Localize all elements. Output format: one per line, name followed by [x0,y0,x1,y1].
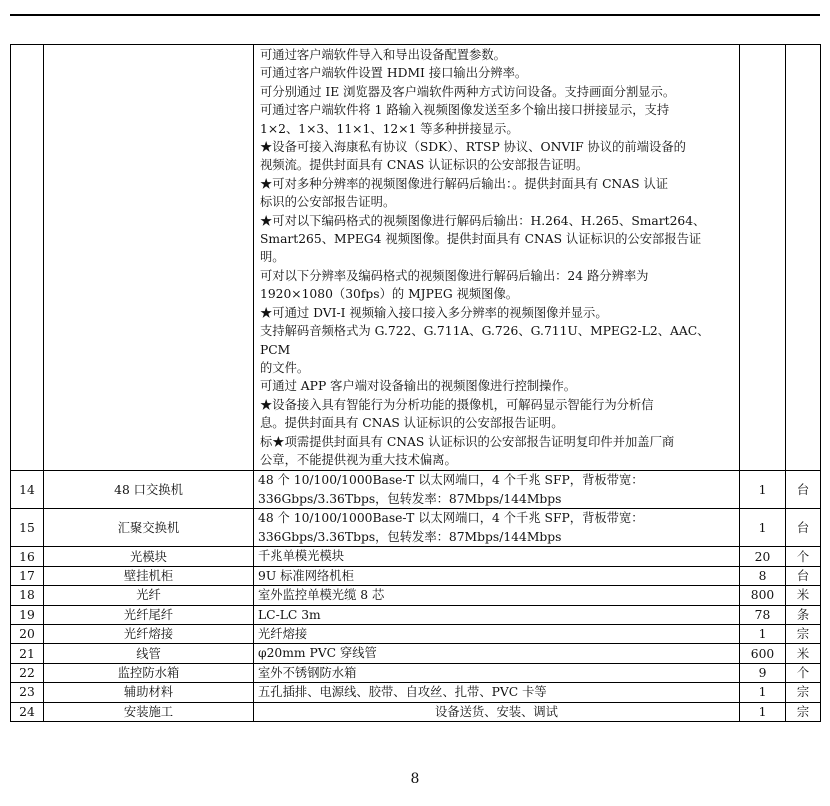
spec-line: LC-LC 3m [258,607,321,622]
item-spec [254,509,740,547]
spec-line: ★可对以下编码格式的视频图像进行解码后输出：H.264、H.265、Smart264、 [260,213,706,228]
header-rule [10,14,820,16]
table-row [11,509,821,547]
item-unit: 米 [786,644,821,663]
item-number: 16 [11,547,44,566]
spec-line: Smart265、MPEG4 视频图像。提供封面具有 CNAS 认证标识的公安部报告证 [260,232,702,247]
item-quantity: 600 [740,644,786,663]
spec-line: 室外监控单模光缆 8 芯 [258,588,385,603]
item-spec [254,624,740,643]
spec-line: ★设备接入具有智能行为分析功能的摄像机，可解码显示智能行为分析信 [260,397,654,412]
item-quantity: 20 [740,547,786,566]
item-quantity: 1 [740,624,786,643]
equipment-table [10,44,821,722]
item-number: 19 [11,605,44,624]
spec-line: 可通过 APP 客户端对设备输出的视频图像进行控制操作。 [260,379,577,394]
item-number: 24 [11,702,44,721]
spec-line: ★可通过 DVI-I 视频输入接口接入多分辨率的视频图像并显示。 [260,305,608,320]
spec-line: 支持解码音频格式为 G.722、G.711A、G.726、G.711U、MPEG2-L2、AAC、PCM [260,324,710,357]
item-spec [254,702,740,721]
item-name: 壁挂机柜 [44,566,254,585]
item-spec [254,471,740,509]
item-unit: 台 [786,566,821,585]
item-unit: 个 [786,547,821,566]
spec-line: 标识的公安部报告证明。 [260,195,396,210]
item-unit: 个 [786,663,821,682]
item-quantity: 8 [740,566,786,585]
item-name: 辅助材料 [44,683,254,702]
item-name: 光纤 [44,586,254,605]
item-number: 17 [11,566,44,585]
spec-line: 可分别通过 IE 浏览器及客户端软件两种方式访问设备。支持画面分割显示。 [260,84,676,99]
table-body [11,45,821,722]
spec-line: 可通过客户端软件导入和导出设备配置参数。 [260,48,506,62]
spec-line: 五孔插排、电源线、胶带、自攻丝、扎带、PVC 卡等 [258,685,547,700]
spec-line: 明。 [260,250,285,265]
item-number: 23 [11,683,44,702]
spec-line: 标★项需提供封面具有 CNAS 认证标识的公安部报告证明复印件并加盖厂商 [260,434,675,449]
table-row [11,702,821,721]
page-number: 8 [410,771,420,787]
item-name: 线管 [44,644,254,663]
spec-line: 千兆单模光模块 [258,549,345,564]
spec-line: ★设备可接入海康私有协议（SDK）、RTSP 协议、ONVIF 协议的前端设备的 [260,140,686,155]
item-unit: 宗 [786,624,821,643]
item-spec [254,547,740,566]
item-quantity: 1 [740,471,786,509]
table-row-continued [11,45,821,471]
spec-line: 1920×1080（30fps）的 MJPEG 视频图像。 [260,287,519,302]
item-number: 22 [11,663,44,682]
spec-line: ★可对多种分辨率的视频图像进行解码后输出：。提供封面具有 CNAS 认证 [260,176,669,191]
spec-line: 可通过客户端软件设置 HDMI 接口输出分辨率。 [260,66,528,81]
spec-line: 可通过客户端软件将 1 路输入视频图像发送至多个输出接口拼接显示，支持 [260,103,670,118]
spec-line: 公章，不能提供视为重大技术偏离。 [260,452,457,467]
spec-line: 光纤熔接 [258,626,308,641]
item-spec [254,566,740,585]
item-spec [254,663,740,682]
spec-line: 1×2、1×3、11×1、12×1 等多种拼接显示。 [260,121,519,136]
spec-line: 48 个 10/100/1000Base-T 以太网端口，4 个千兆 SFP，背板带宽： [258,473,644,488]
table-row [11,586,821,605]
item-number: 21 [11,644,44,663]
spec-line: 息。提供封面具有 CNAS 认证标识的公安部报告证明。 [260,416,564,431]
table-row [11,566,821,585]
table-row [11,605,821,624]
spec-line: 336Gbps/3.36Tbps，包转发率：87Mbps/144Mbps [258,491,562,506]
spec-line: 设备送货、安装、调试 [435,704,558,719]
item-spec [254,644,740,663]
item-number: 14 [11,471,44,509]
unit-cell [786,45,821,471]
item-number: 20 [11,624,44,643]
table-row [11,471,821,509]
name-cell [44,45,254,471]
item-number: 15 [11,509,44,547]
item-quantity: 9 [740,663,786,682]
item-unit: 台 [786,509,821,547]
item-spec [254,586,740,605]
table-row [11,547,821,566]
spec-line: φ20mm PVC 穿线管 [258,646,377,661]
spec-line: 可对以下分辨率及编码格式的视频图像进行解码后输出：24 路分辨率为 [260,268,649,283]
item-name: 汇聚交换机 [44,509,254,547]
item-name: 光纤熔接 [44,624,254,643]
spec-line: 48 个 10/100/1000Base-T 以太网端口，4 个千兆 SFP，背板带宽： [258,511,644,526]
item-name: 光纤尾纤 [44,605,254,624]
item-quantity: 1 [740,702,786,721]
item-name: 光模块 [44,547,254,566]
spec-line: 9U 标准网络机柜 [258,568,354,583]
spec-line: 室外不锈钢防水箱 [258,665,357,680]
item-unit: 米 [786,586,821,605]
item-quantity: 1 [740,509,786,547]
item-quantity: 1 [740,683,786,702]
table-row [11,663,821,682]
spec-cell [254,45,740,471]
item-number: 18 [11,586,44,605]
spec-line: 的文件。 [260,360,310,375]
table-row [11,624,821,643]
item-spec [254,605,740,624]
item-name: 安装施工 [44,702,254,721]
spec-line: 视频流。提供封面具有 CNAS 认证标识的公安部报告证明。 [260,158,589,173]
item-unit: 宗 [786,683,821,702]
spec-line: 336Gbps/3.36Tbps，包转发率：87Mbps/144Mbps [258,529,562,544]
no-cell [11,45,44,471]
item-quantity: 78 [740,605,786,624]
item-spec [254,683,740,702]
qty-cell [740,45,786,471]
item-unit: 台 [786,471,821,509]
item-unit: 条 [786,605,821,624]
item-name: 监控防水箱 [44,663,254,682]
table-row [11,644,821,663]
item-quantity: 800 [740,586,786,605]
item-name: 48 口交换机 [44,471,254,509]
item-unit: 宗 [786,702,821,721]
table-row [11,683,821,702]
